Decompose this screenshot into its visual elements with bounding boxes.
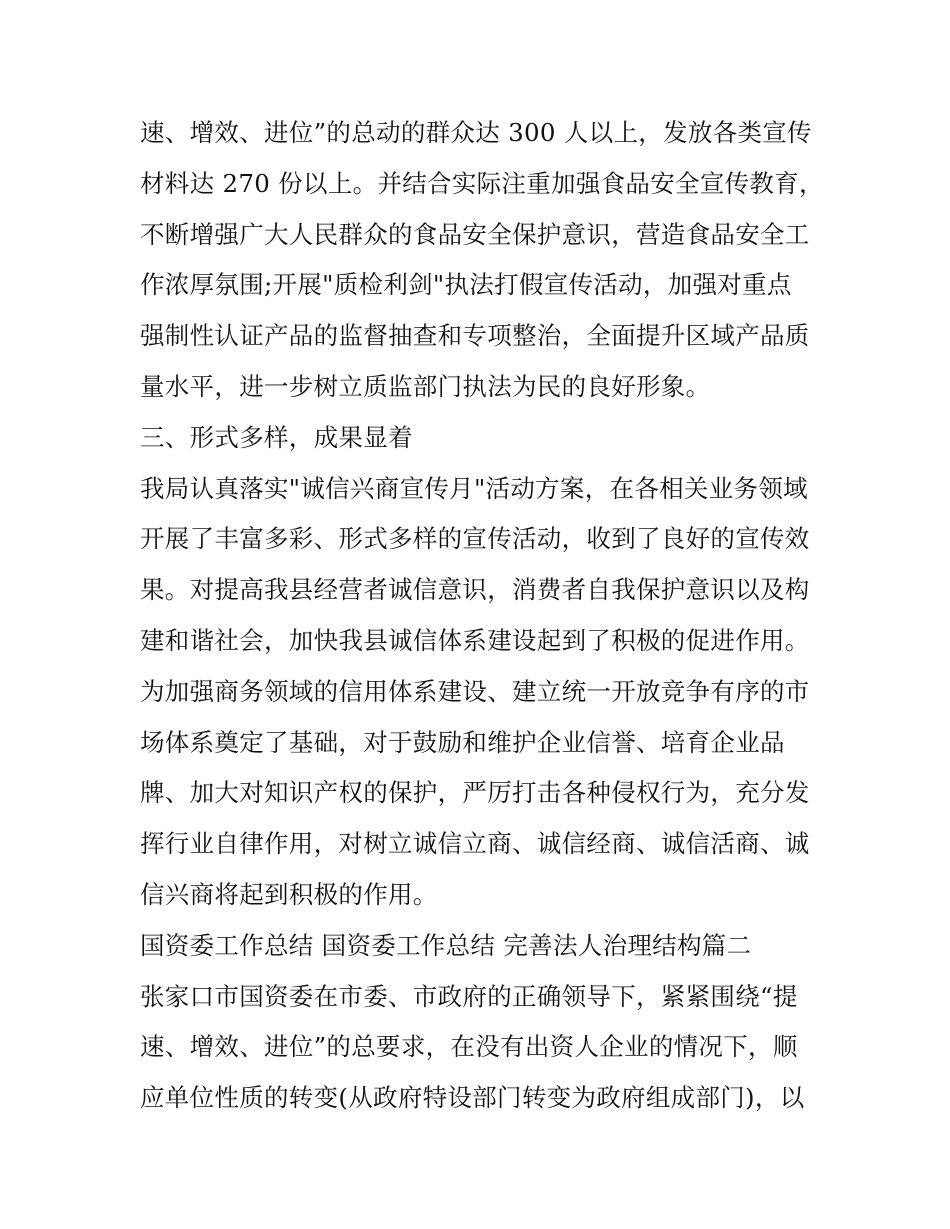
text-line: 应单位性质的转变(从政府特设部门转变为政府组成部门)，以 (140, 1083, 805, 1113)
text-line: 建和谐社会，加快我县诚信体系建设起到了积极的促进作用。 (140, 625, 810, 655)
text-line: 我局认真落实"诚信兴商宣传月"活动方案，在各相关业务领域 (140, 473, 808, 503)
text-line: 挥行业自律作用，对树立诚信立商、诚信经商、诚信活商、诚 (140, 829, 810, 859)
text-line: 强制性认证产品的监督抽查和专项整治，全面提升区域产品质 (140, 321, 810, 351)
text-line: 牌、加大对知识产权的保护，严厉打击各种侵权行为，充分发 (140, 778, 810, 808)
text-line: 开展了丰富多彩、形式多样的宣传活动，收到了良好的宣传效 (140, 524, 810, 554)
text-line: 信兴商将起到积极的作用。 (140, 879, 438, 909)
text-line: 速、增效、进位”的总要求，在没有出资人企业的情况下，顺 (140, 1032, 798, 1062)
text-line: 材料达 270 份以上。并结合实际注重加强食品安全宣传教育， (140, 168, 824, 198)
article-title: 国资委工作总结 国资委工作总结 完善法人治理结构篇二 (140, 930, 752, 960)
section-heading: 三、形式多样，成果显着 (140, 422, 413, 452)
document-body (140, 108, 824, 1124)
text-line: 为加强商务领域的信用体系建设、建立统一开放竞争有序的市 (140, 676, 810, 706)
text-line: 量水平，进一步树立质监部门执法为民的良好形象。 (140, 371, 711, 401)
text-line: 不断增强广大人民群众的食品安全保护意识，营造食品安全工 (140, 219, 810, 249)
text-line: 作浓厚氛围;开展"质检利剑"执法打假宣传活动，加强对重点 (140, 270, 792, 300)
text-line: 速、增效、进位”的总动的群众达 300 人以上，发放各类宣传 (140, 118, 812, 147)
text-line: 场体系奠定了基础，对于鼓励和维护企业信誉、培育企业品 (140, 727, 785, 757)
text-line: 果。对提高我县经营者诚信意识，消费者自我保护意识以及构 (140, 575, 810, 605)
text-line: 张家口市国资委在市委、市政府的正确领导下，紧紧围绕“提 (140, 981, 798, 1011)
